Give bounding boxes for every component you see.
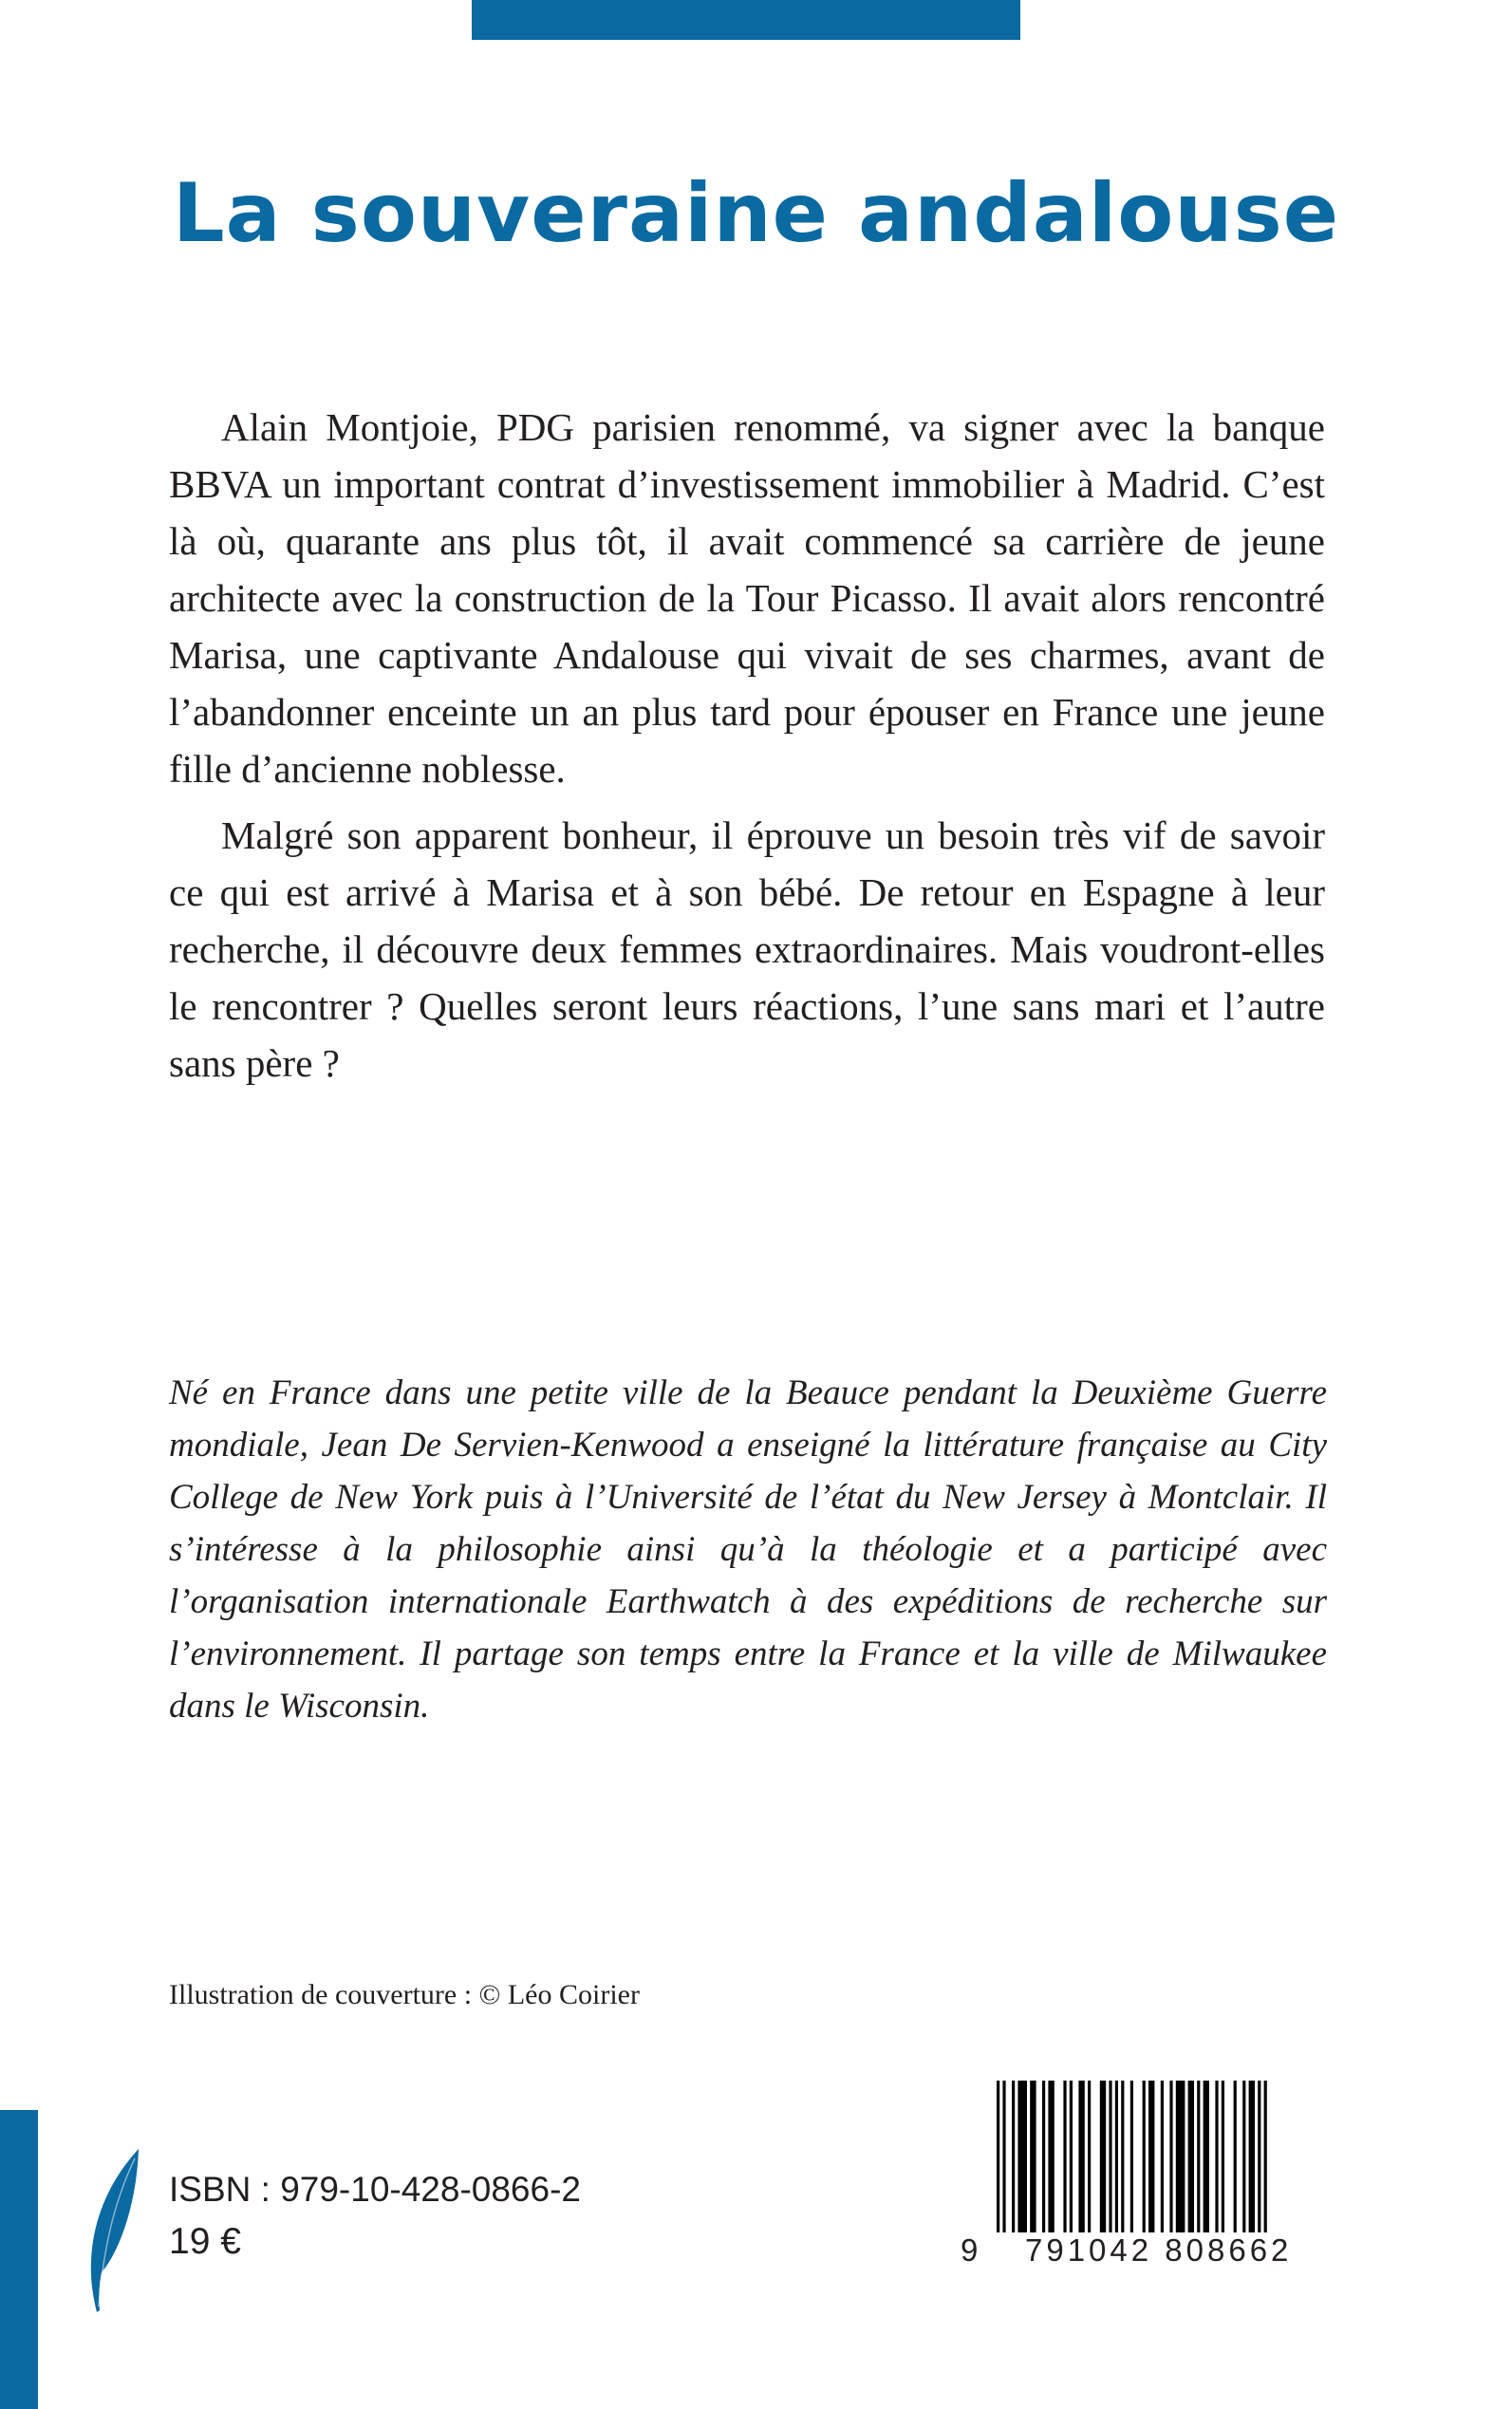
barcode-bar [1143,2081,1146,2232]
barcode-bar [1249,2081,1255,2232]
price-label: 19 € [169,2221,241,2262]
cover-illustration-credit: Illustration de couverture : © Léo Coirier [169,1979,640,2010]
blurb-paragraph: Malgré son apparent bonheur, il éprouve un besoin très vif de savoir ce qui est arrivé à Marisa et à son bébé. De retour en Espagne à leur recherche, il découvre deux femmes extraordinaires. Mais voudront-elles le rencontrer ? Quelles seront leurs réactions, l’une sans mari et l’autre sans père ? [169,813,1325,1085]
top-accent-bar [472,0,1020,40]
isbn-label: ISBN : 979-10-428-0866-2 [169,2170,581,2209]
barcode-bar [1169,2081,1172,2232]
barcode-bar [1161,2081,1164,2232]
blurb-paragraph: Alain Montjoie, PDG parisien renommé, va signer avec la banque BBVA un important contrat d’investissement immobilier à Madrid. C’est là où, quarante ans plus tôt, il avait commencé sa carrière de jeune architecte avec la construction de la Tour Picasso. Il avait alors rencontré Marisa, une captivante Andalouse qui vivait de ses charmes, avant de l’abandonner enceinte un an plus tard pour épouser en France une jeune fille d’ancienne noblesse. [169,405,1325,791]
barcode-bar [1204,2081,1209,2232]
barcode-bar [1121,2081,1124,2232]
book-title: La souveraine andalouse [172,166,1340,261]
author-bio: Né en France dans une petite ville de la Beauce pendant la Deuxième Guerre mondiale, Jean De Servien-Kenwood a enseigné la littérature française au City College de New York puis à l’Université de l’état du New Jersey à Montclair. Il s’intéresse à la philosophie ainsi qu’à la théologie et a participé avec l’organisation internationale Earthwatch à des expéditions de recherche sur l’environnement. Il partage son temps entre la France et la ville de Milwaukee dans le Wisconsin. [169,1373,1327,1726]
bottom-left-accent-bar [0,2110,38,2409]
barcode-bar [1042,2081,1045,2232]
barcode-bar [1258,2081,1260,2232]
barcode-bar [1115,2081,1118,2232]
barcode-bar [1109,2081,1111,2232]
barcode-bar [1002,2081,1005,2232]
barcode-bar [1148,2081,1154,2232]
barcode-bar [1070,2081,1073,2232]
barcode-bar [1197,2081,1200,2232]
feather-icon [85,2147,140,2314]
barcode-bar [1063,2081,1066,2232]
barcode-bar [1100,2081,1106,2232]
barcode-bar [1222,2081,1224,2232]
barcode-bar [1215,2081,1218,2232]
barcode-bar [1017,2081,1027,2232]
book-blurb [169,399,1325,1101]
barcode-bar [1176,2081,1185,2232]
barcode-bar [1088,2081,1091,2232]
barcode-bar [1048,2081,1054,2232]
barcode-bar [1030,2081,1036,2232]
barcode-bar [1188,2081,1194,2232]
barcode-bar [1264,2081,1267,2232]
barcode-bar [1130,2081,1133,2232]
barcode-first-digit: 9 [961,2232,979,2268]
barcode-bar [1242,2081,1245,2232]
barcode-digit-groups: 791042 808662 [1025,2232,1293,2268]
barcode-bar [1078,2081,1084,2232]
barcode-bar [1012,2081,1015,2232]
barcode [957,2069,1338,2270]
barcode-bar [997,2081,999,2232]
barcode-bars [997,2081,1298,2237]
barcode-bar [1234,2081,1237,2232]
